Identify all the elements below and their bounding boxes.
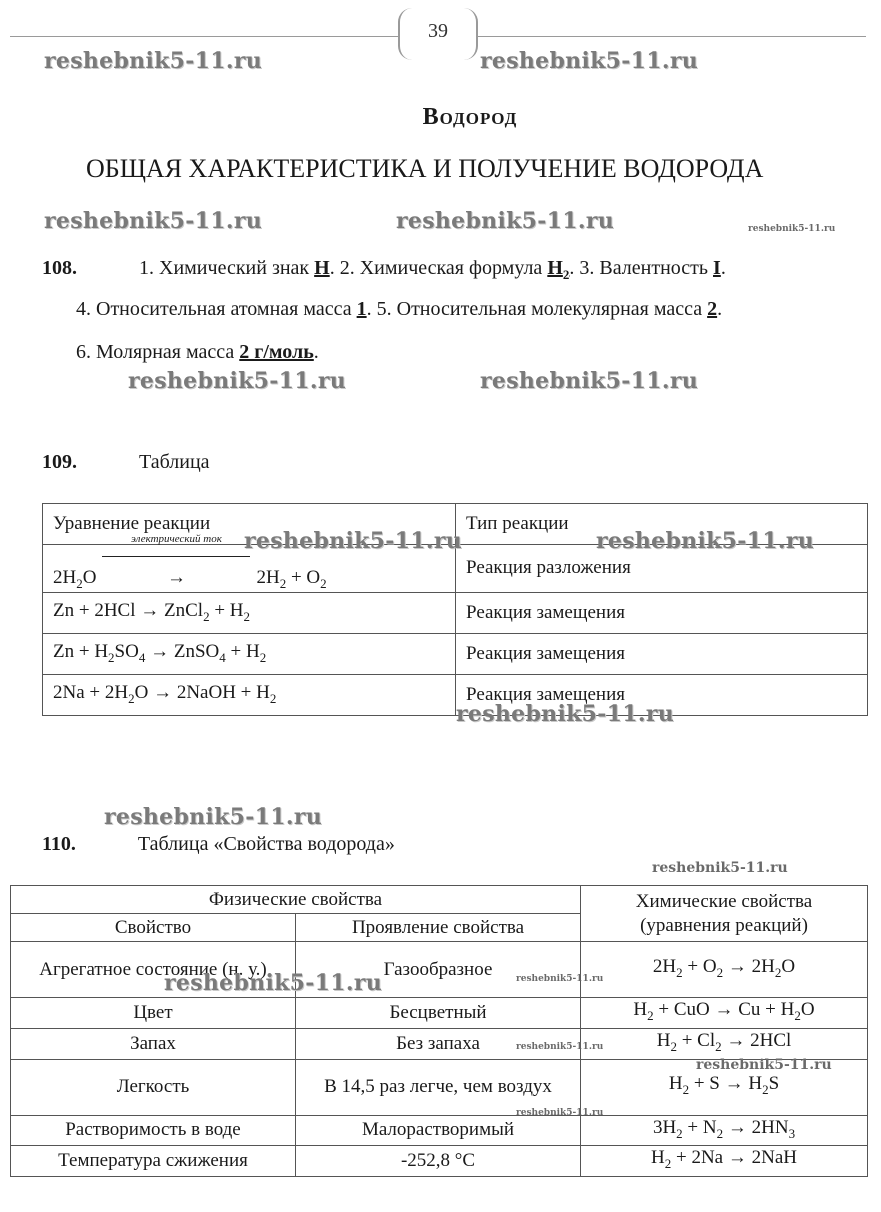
header-cell: Тип реакции — [456, 504, 868, 545]
equation-cell: $H_2$ + CuO → $Cu + H_2O$ — [581, 998, 868, 1029]
q108-line3: 6. Молярная масса 2 г/моль. — [76, 341, 319, 363]
manifestation-cell: Малорастворимый — [296, 1115, 581, 1146]
q108-answer: $H_2$ — [547, 257, 570, 282]
header-rule-left — [10, 36, 398, 37]
manifestation-cell: Бесцветный — [296, 998, 581, 1029]
equation-cell: $2Na + 2H_2O$ → 2NaOH + $H_2$ — [43, 674, 456, 715]
watermark-small: reshebnik5-11.ru — [516, 974, 604, 984]
watermark-small: reshebnik5-11.ru — [748, 224, 836, 234]
q108-text: . 3. Валентность — [569, 257, 714, 279]
property-cell: Температура сжижения — [11, 1146, 296, 1177]
q108-line2: 4. Относительная атомная масса 1. 5. Относительная молекулярная масса 2. — [76, 298, 723, 320]
equation-cell: $H_2 + S \to H_2S$ — [581, 1059, 868, 1115]
watermark: reshebnik5-11.ru — [480, 368, 699, 394]
manifestation-cell: В 14,5 раз легче, чем воздух — [296, 1059, 581, 1115]
table-row — [11, 1028, 868, 1059]
manifestation-cell: Без запаха — [296, 1028, 581, 1059]
equation-cell: $2H_2O$ электрический ток → $2H_2 + O_2$ — [43, 545, 456, 593]
property-cell: Запах — [11, 1028, 296, 1059]
q109-number: 109. — [42, 451, 77, 473]
watermark: reshebnik5-11.ru — [596, 528, 815, 554]
q108-answer: 2 — [707, 298, 718, 320]
type-cell: Реакция разложения — [456, 545, 868, 593]
table-row — [43, 674, 868, 715]
header-chemical: Химические свойства (уравнения реакций) — [581, 886, 868, 942]
watermark-small: reshebnik5-11.ru — [652, 860, 788, 876]
q108-number: 108. — [42, 257, 77, 279]
section-subtitle: ОБЩАЯ ХАРАКТЕРИСТИКА И ПОЛУЧЕНИЕ ВОДОРОДА — [86, 154, 764, 183]
watermark: reshebnik5-11.ru — [164, 970, 383, 996]
equation-cell: $H_2 + Cl_2 \to 2HCl$ — [581, 1028, 868, 1059]
table-row — [11, 998, 868, 1029]
equation-cell: $Zn + H_2SO_4$ → ZnSO$_4$ + $H_2$ — [43, 633, 456, 674]
type-cell: Реакция замещения — [456, 592, 868, 633]
q110-number: 110. — [42, 833, 76, 855]
manifestation-cell: -252,8 °С — [296, 1146, 581, 1177]
header-rule-right — [474, 36, 866, 37]
watermark: reshebnik5-11.ru — [44, 48, 263, 74]
table-row — [43, 592, 868, 633]
q108-answer: 1 — [356, 298, 367, 320]
q109-heading — [42, 451, 210, 474]
manifestation-cell: Газообразное — [296, 942, 581, 998]
watermark: reshebnik5-11.ru — [128, 368, 347, 394]
table-row — [11, 1115, 868, 1146]
arrow-label: электрический ток — [131, 533, 222, 545]
watermark: reshebnik5-11.ru — [44, 208, 263, 234]
type-cell: Реакция замещения — [456, 674, 868, 715]
watermark: reshebnik5-11.ru — [480, 48, 699, 74]
q109-caption: Таблица — [139, 451, 210, 473]
header-manifestation: Проявление свойства — [296, 914, 581, 942]
property-cell: Цвет — [11, 998, 296, 1029]
property-cell: Растворимость в воде — [11, 1115, 296, 1146]
watermark: reshebnik5-11.ru — [456, 701, 675, 727]
watermark: reshebnik5-11.ru — [244, 528, 463, 554]
q110-heading — [42, 833, 395, 856]
q108-text: . 2. Химическая формула — [329, 257, 548, 279]
header-cell: Уравнение реакции — [43, 504, 456, 545]
page-number: 39 — [398, 8, 478, 60]
table-row — [11, 942, 868, 998]
q108-answer: H — [314, 257, 330, 279]
properties-table — [10, 885, 868, 1177]
watermark-small: reshebnik5-11.ru — [516, 1042, 604, 1052]
q110-caption: Таблица «Свойства водорода» — [137, 833, 395, 855]
q108-line1: 108. 1. Химический знак H. 2. Химическая формула $H_2$. 3. Валентность I. — [42, 257, 726, 282]
q108-answer: 2 г/моль — [239, 341, 314, 363]
q108-answer: I — [713, 257, 721, 279]
header-physical: Физические свойства — [11, 886, 581, 914]
equation-cell: Zn + 2HCl → ZnCl$_2$ + $H_2$ — [43, 592, 456, 633]
table-row — [43, 633, 868, 674]
table-row — [11, 1146, 868, 1177]
equation-cell: $2H_2 + O_2 \to 2H_2O$ — [581, 942, 868, 998]
type-cell: Реакция замещения — [456, 633, 868, 674]
property-cell: Легкость — [11, 1059, 296, 1115]
watermark: reshebnik5-11.ru — [396, 208, 615, 234]
watermark-small: reshebnik5-11.ru — [696, 1057, 832, 1073]
equation-cell: $3H_2 + N_2 \to 2HN_3$ — [581, 1115, 868, 1146]
header-property: Свойство — [11, 914, 296, 942]
section-title: Водород — [422, 104, 518, 130]
q108-text: 1. Химический знак — [139, 257, 315, 279]
watermark-small: reshebnik5-11.ru — [516, 1108, 604, 1118]
watermark: reshebnik5-11.ru — [104, 804, 323, 830]
equation-cell: $H_2 + 2Na \to 2NaH$ — [581, 1146, 868, 1177]
property-cell: Агрегатное состояние (н. у.) — [11, 942, 296, 998]
